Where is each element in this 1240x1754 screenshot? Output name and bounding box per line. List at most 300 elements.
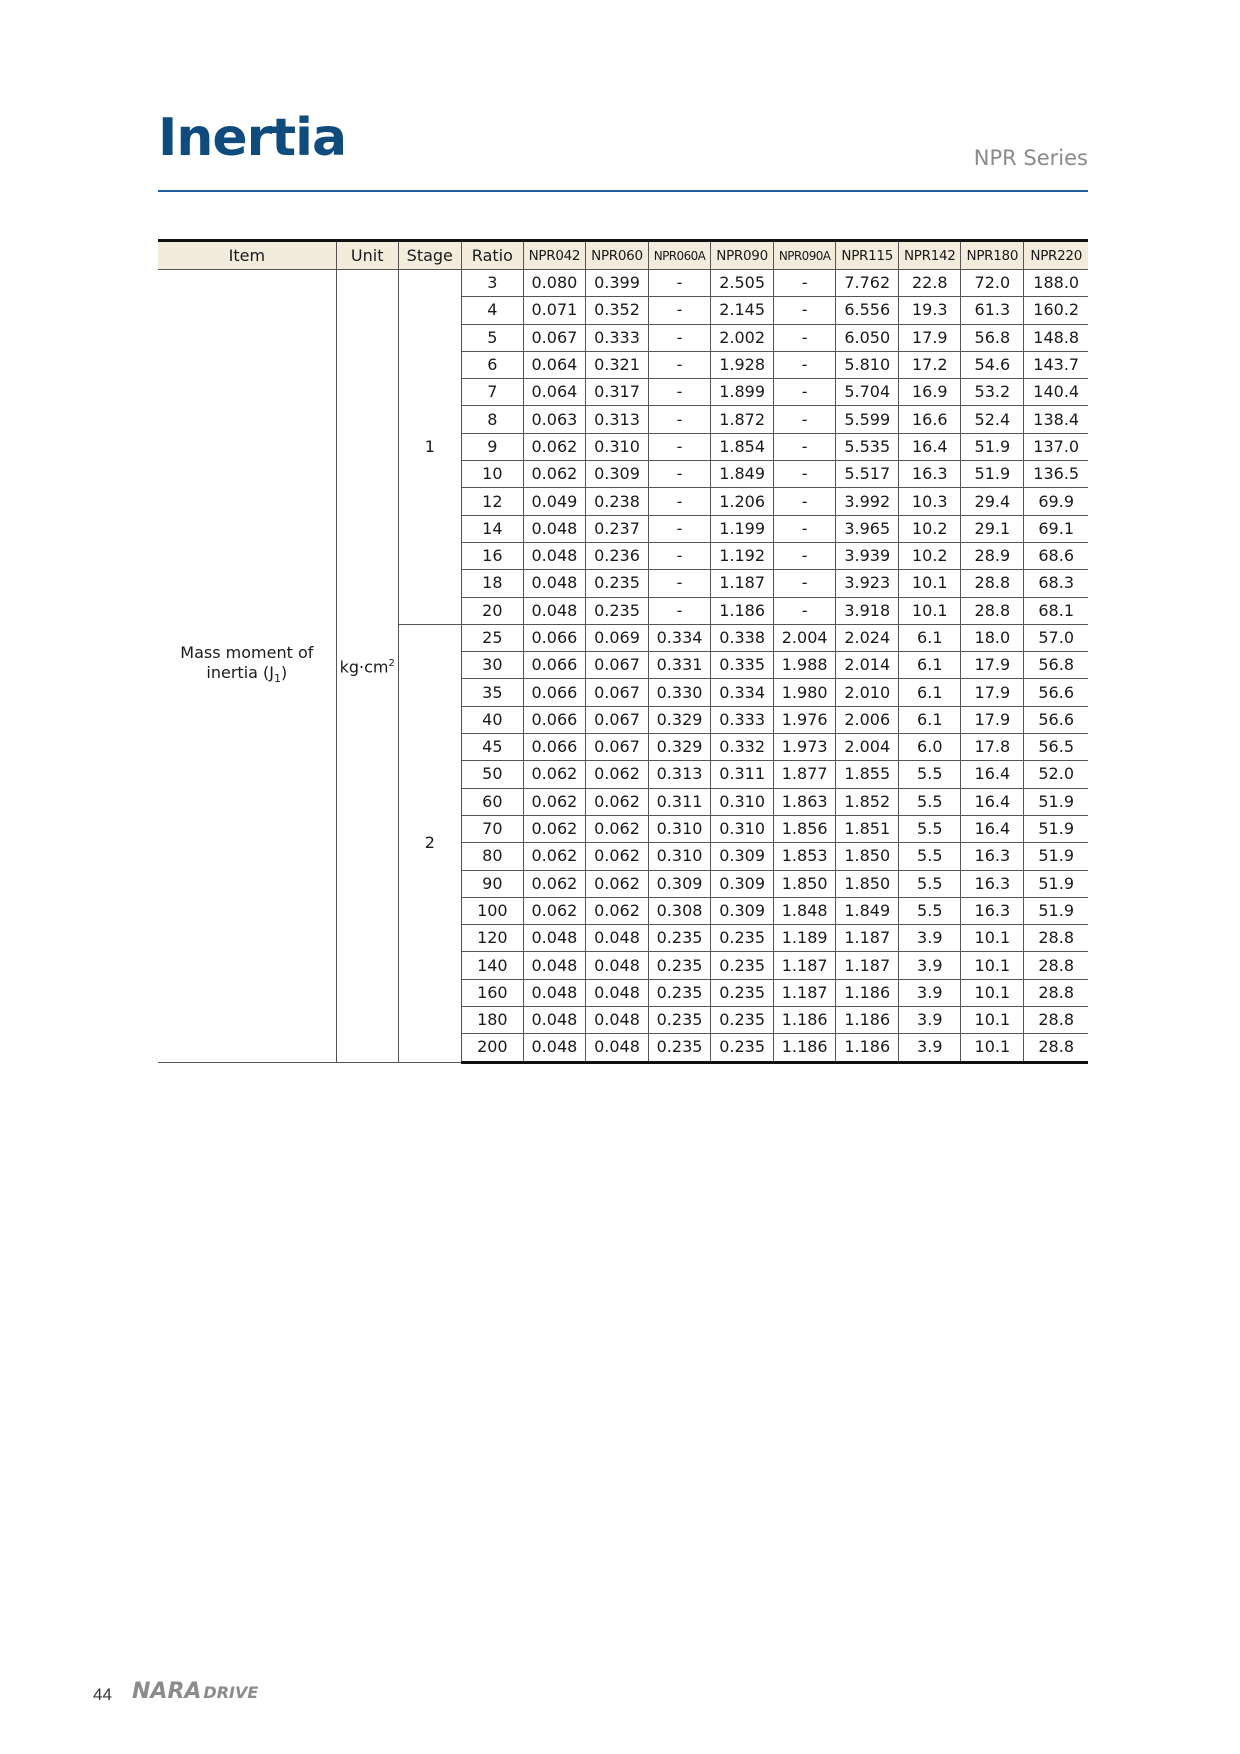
value-cell: 3.9 [899,952,961,979]
value-cell: 0.062 [585,870,648,897]
value-cell: 160.2 [1024,297,1088,324]
value-cell: 2.014 [836,652,899,679]
value-cell: 56.6 [1024,706,1088,733]
value-cell: 0.062 [523,761,585,788]
value-cell: 2.004 [774,624,836,651]
item-cell [158,270,336,1063]
item-label-line1: Mass moment of [180,642,314,662]
value-cell: 6.050 [836,324,899,351]
value-cell: - [649,488,711,515]
value-cell: 0.335 [711,652,774,679]
value-cell: 0.048 [523,1034,585,1062]
value-cell: 1.853 [774,843,836,870]
value-cell: 10.3 [899,488,961,515]
value-cell: - [649,461,711,488]
value-cell: 0.080 [523,270,585,297]
value-cell: 1.856 [774,815,836,842]
value-cell: 0.309 [649,870,711,897]
value-cell: 188.0 [1024,270,1088,297]
value-cell: 1.854 [711,433,774,460]
value-cell: 1.187 [774,979,836,1006]
value-cell: 0.334 [649,624,711,651]
value-cell: 10.1 [961,979,1024,1006]
value-cell: 0.062 [585,815,648,842]
value-cell: 16.4 [899,433,961,460]
value-cell: - [649,324,711,351]
value-cell: 5.5 [899,761,961,788]
value-cell: 0.235 [649,952,711,979]
value-cell: 2.145 [711,297,774,324]
value-cell: 1.187 [836,952,899,979]
value-cell: 2.010 [836,679,899,706]
value-cell: 17.2 [899,351,961,378]
value-cell: 137.0 [1024,433,1088,460]
column-header: Unit [336,241,398,270]
unit-label: kg·cm [339,657,389,677]
column-header: Ratio [461,241,523,270]
logo-drive: DRIVE [203,1683,259,1702]
value-cell: 0.048 [585,1034,648,1062]
value-cell: 1.850 [836,843,899,870]
value-cell: 0.062 [523,897,585,924]
unit-superscript: 2 [388,658,395,670]
value-cell: 0.330 [649,679,711,706]
value-cell: 0.236 [585,542,648,569]
value-cell: 68.6 [1024,542,1088,569]
value-cell: 0.309 [711,843,774,870]
value-cell: 0.235 [649,1007,711,1034]
item-label-close: ) [281,662,288,682]
value-cell: 0.310 [649,815,711,842]
value-cell: 138.4 [1024,406,1088,433]
value-cell: 16.3 [899,461,961,488]
value-cell: 0.235 [711,1034,774,1062]
value-cell: 17.9 [961,706,1024,733]
value-cell: 1.186 [836,1034,899,1062]
ratio-cell: 60 [461,788,523,815]
value-cell: 0.333 [585,324,648,351]
value-cell: 0.066 [523,624,585,651]
value-cell: 0.062 [523,870,585,897]
ratio-cell: 5 [461,324,523,351]
value-cell: - [774,597,836,624]
value-cell: 10.1 [899,597,961,624]
value-cell: 0.048 [523,542,585,569]
value-cell: - [774,488,836,515]
value-cell: 5.5 [899,788,961,815]
value-cell: 3.992 [836,488,899,515]
value-cell: 136.5 [1024,461,1088,488]
value-cell: 0.310 [711,788,774,815]
value-cell: 0.062 [585,843,648,870]
value-cell: 6.1 [899,679,961,706]
value-cell: 16.6 [899,406,961,433]
value-cell: 5.535 [836,433,899,460]
value-cell: 6.1 [899,706,961,733]
value-cell: 29.1 [961,515,1024,542]
ratio-cell: 18 [461,570,523,597]
value-cell: 0.331 [649,652,711,679]
value-cell: 17.9 [899,324,961,351]
value-cell: 1.187 [774,952,836,979]
value-cell: 0.067 [585,679,648,706]
value-cell: 2.024 [836,624,899,651]
value-cell: 1.851 [836,815,899,842]
value-cell: 0.329 [649,734,711,761]
value-cell: 0.235 [711,979,774,1006]
value-cell: - [774,433,836,460]
value-cell: 1.186 [836,979,899,1006]
value-cell: 16.3 [961,843,1024,870]
value-cell: - [774,270,836,297]
value-cell: 5.5 [899,870,961,897]
value-cell: 28.8 [1024,925,1088,952]
page-title: Inertia [158,108,347,168]
value-cell: 2.006 [836,706,899,733]
value-cell: 28.9 [961,542,1024,569]
value-cell: 68.3 [1024,570,1088,597]
series-label: NPR Series [973,146,1088,170]
value-cell: 0.399 [585,270,648,297]
inertia-table [158,239,1088,1064]
value-cell: 51.9 [1024,788,1088,815]
ratio-cell: 14 [461,515,523,542]
value-cell: 1.863 [774,788,836,815]
value-cell: 16.3 [961,897,1024,924]
value-cell: 10.1 [961,925,1024,952]
value-cell: 52.4 [961,406,1024,433]
column-header: NPR220 [1024,241,1088,270]
value-cell: 0.064 [523,351,585,378]
value-cell: 56.5 [1024,734,1088,761]
value-cell: 68.1 [1024,597,1088,624]
value-cell: 0.062 [523,815,585,842]
value-cell: 22.8 [899,270,961,297]
value-cell: 3.939 [836,542,899,569]
value-cell: 0.067 [585,652,648,679]
value-cell: - [649,570,711,597]
value-cell: 0.309 [585,461,648,488]
value-cell: - [774,461,836,488]
value-cell: 0.049 [523,488,585,515]
value-cell: 28.8 [961,570,1024,597]
value-cell: 56.8 [1024,652,1088,679]
ratio-cell: 10 [461,461,523,488]
value-cell: 0.329 [649,706,711,733]
value-cell: 0.048 [523,1007,585,1034]
value-cell: 0.235 [649,979,711,1006]
value-cell: 0.321 [585,351,648,378]
value-cell: 0.066 [523,706,585,733]
value-cell: 140.4 [1024,379,1088,406]
value-cell: 3.9 [899,979,961,1006]
value-cell: 10.1 [961,1034,1024,1062]
value-cell: 28.8 [961,597,1024,624]
value-cell: - [774,351,836,378]
ratio-cell: 40 [461,706,523,733]
value-cell: 1.186 [711,597,774,624]
value-cell: 0.313 [585,406,648,433]
value-cell: 2.004 [836,734,899,761]
value-cell: 0.334 [711,679,774,706]
column-header: NPR060 [585,241,648,270]
value-cell: 54.6 [961,351,1024,378]
value-cell: 0.062 [523,433,585,460]
value-cell: 29.4 [961,488,1024,515]
value-cell: 56.6 [1024,679,1088,706]
value-cell: 10.2 [899,542,961,569]
value-cell: 3.9 [899,1034,961,1062]
value-cell: 1.187 [711,570,774,597]
value-cell: 1.973 [774,734,836,761]
value-cell: 10.1 [961,1007,1024,1034]
value-cell: 0.062 [523,788,585,815]
value-cell: 0.066 [523,652,585,679]
value-cell: 5.599 [836,406,899,433]
value-cell: 1.928 [711,351,774,378]
column-header: NPR180 [961,241,1024,270]
value-cell: 0.048 [523,925,585,952]
ratio-cell: 7 [461,379,523,406]
value-cell: 0.235 [711,952,774,979]
ratio-cell: 25 [461,624,523,651]
value-cell: 148.8 [1024,324,1088,351]
value-cell: 1.186 [774,1007,836,1034]
value-cell: 0.048 [585,979,648,1006]
value-cell: 1.187 [836,925,899,952]
value-cell: 0.237 [585,515,648,542]
value-cell: 17.9 [961,652,1024,679]
value-cell: 0.311 [649,788,711,815]
item-label-line2: inertia (J [206,662,274,682]
value-cell: 6.1 [899,652,961,679]
value-cell: - [649,406,711,433]
value-cell: 72.0 [961,270,1024,297]
ratio-cell: 16 [461,542,523,569]
ratio-cell: 3 [461,270,523,297]
ratio-cell: 160 [461,979,523,1006]
ratio-cell: 8 [461,406,523,433]
value-cell: 16.4 [961,788,1024,815]
stage-cell: 1 [398,270,461,625]
value-cell: 1.849 [711,461,774,488]
ratio-cell: 20 [461,597,523,624]
value-cell: 0.048 [523,597,585,624]
value-cell: - [649,542,711,569]
value-cell: 1.189 [774,925,836,952]
value-cell: 51.9 [961,461,1024,488]
ratio-cell: 4 [461,297,523,324]
stage-cell: 2 [398,624,461,1062]
logo-nara: NARA [132,1679,202,1704]
value-cell: 1.850 [774,870,836,897]
value-cell: 6.556 [836,297,899,324]
value-cell: 53.2 [961,379,1024,406]
value-cell: 0.048 [523,979,585,1006]
value-cell: 1.877 [774,761,836,788]
value-cell: 6.0 [899,734,961,761]
value-cell: 69.9 [1024,488,1088,515]
value-cell: 16.4 [961,761,1024,788]
value-cell: 5.517 [836,461,899,488]
value-cell: 0.067 [523,324,585,351]
ratio-cell: 70 [461,815,523,842]
value-cell: 0.048 [523,515,585,542]
value-cell: 51.9 [1024,897,1088,924]
column-header: Stage [398,241,461,270]
value-cell: 17.8 [961,734,1024,761]
value-cell: - [774,570,836,597]
unit-cell [336,270,398,1063]
ratio-cell: 90 [461,870,523,897]
value-cell: 1.855 [836,761,899,788]
value-cell: 28.8 [1024,979,1088,1006]
value-cell: 16.9 [899,379,961,406]
value-cell: 5.5 [899,815,961,842]
item-label-subscript: 1 [274,671,281,685]
value-cell: 57.0 [1024,624,1088,651]
ratio-cell: 30 [461,652,523,679]
value-cell: 10.1 [899,570,961,597]
value-cell: 0.310 [585,433,648,460]
value-cell: 3.923 [836,570,899,597]
value-cell: 0.048 [523,570,585,597]
value-cell: 51.9 [1024,870,1088,897]
value-cell: 1.899 [711,379,774,406]
value-cell: 1.872 [711,406,774,433]
value-cell: - [649,297,711,324]
title-divider [158,190,1088,192]
table-body [158,270,1088,1063]
value-cell: 10.2 [899,515,961,542]
value-cell: 0.062 [585,788,648,815]
value-cell: 143.7 [1024,351,1088,378]
value-cell: 0.309 [711,897,774,924]
ratio-cell: 35 [461,679,523,706]
column-header: NPR060A [649,241,711,270]
value-cell: 0.062 [523,843,585,870]
value-cell: - [649,433,711,460]
value-cell: 1.186 [774,1034,836,1062]
table-row [158,270,1088,297]
value-cell: 51.9 [1024,815,1088,842]
value-cell: 1.206 [711,488,774,515]
value-cell: 10.1 [961,952,1024,979]
ratio-cell: 50 [461,761,523,788]
value-cell: 0.062 [585,761,648,788]
value-cell: 3.9 [899,1007,961,1034]
table-header-row [158,241,1088,270]
value-cell: 0.048 [585,925,648,952]
value-cell: 0.071 [523,297,585,324]
value-cell: 6.1 [899,624,961,651]
value-cell: 0.066 [523,734,585,761]
value-cell: - [649,379,711,406]
value-cell: 0.062 [523,461,585,488]
value-cell: 0.235 [711,925,774,952]
value-cell: 0.067 [585,706,648,733]
ratio-cell: 80 [461,843,523,870]
value-cell: 0.333 [711,706,774,733]
value-cell: - [774,406,836,433]
ratio-cell: 12 [461,488,523,515]
value-cell: 1.192 [711,542,774,569]
value-cell: 1.850 [836,870,899,897]
ratio-cell: 6 [461,351,523,378]
value-cell: 0.235 [585,570,648,597]
ratio-cell: 100 [461,897,523,924]
value-cell: 16.3 [961,870,1024,897]
value-cell: 3.918 [836,597,899,624]
value-cell: 0.311 [711,761,774,788]
value-cell: 0.067 [585,734,648,761]
column-header: NPR042 [523,241,585,270]
value-cell: 52.0 [1024,761,1088,788]
value-cell: 0.235 [711,1007,774,1034]
value-cell: 1.988 [774,652,836,679]
value-cell: 0.048 [585,952,648,979]
value-cell: 56.8 [961,324,1024,351]
value-cell: 0.352 [585,297,648,324]
value-cell: 1.186 [836,1007,899,1034]
value-cell: 28.8 [1024,1034,1088,1062]
value-cell: 2.002 [711,324,774,351]
ratio-cell: 120 [461,925,523,952]
value-cell: 3.965 [836,515,899,542]
value-cell: 0.048 [585,1007,648,1034]
value-cell: 7.762 [836,270,899,297]
column-header: NPR090A [774,241,836,270]
column-header: NPR115 [836,241,899,270]
value-cell: - [774,542,836,569]
value-cell: 0.235 [649,925,711,952]
value-cell: 5.5 [899,897,961,924]
value-cell: 1.199 [711,515,774,542]
ratio-cell: 200 [461,1034,523,1062]
value-cell: 28.8 [1024,952,1088,979]
value-cell: 0.310 [649,843,711,870]
column-header: Item [158,241,336,270]
value-cell: 1.849 [836,897,899,924]
value-cell: 0.309 [711,870,774,897]
page-number: 44 [93,1685,112,1704]
value-cell: 0.064 [523,379,585,406]
value-cell: 0.062 [585,897,648,924]
value-cell: 0.338 [711,624,774,651]
value-cell: 5.5 [899,843,961,870]
value-cell: 5.810 [836,351,899,378]
value-cell: 2.505 [711,270,774,297]
value-cell: 0.069 [585,624,648,651]
value-cell: 51.9 [1024,843,1088,870]
value-cell: 0.235 [649,1034,711,1062]
value-cell: 17.9 [961,679,1024,706]
value-cell: - [774,379,836,406]
value-cell: 18.0 [961,624,1024,651]
value-cell: 0.317 [585,379,648,406]
value-cell: 0.063 [523,406,585,433]
value-cell: 5.704 [836,379,899,406]
value-cell: 3.9 [899,925,961,952]
ratio-cell: 9 [461,433,523,460]
ratio-cell: 180 [461,1007,523,1034]
value-cell: 19.3 [899,297,961,324]
value-cell: - [649,351,711,378]
value-cell: 1.980 [774,679,836,706]
value-cell: 69.1 [1024,515,1088,542]
column-header: NPR142 [899,241,961,270]
value-cell: - [774,515,836,542]
